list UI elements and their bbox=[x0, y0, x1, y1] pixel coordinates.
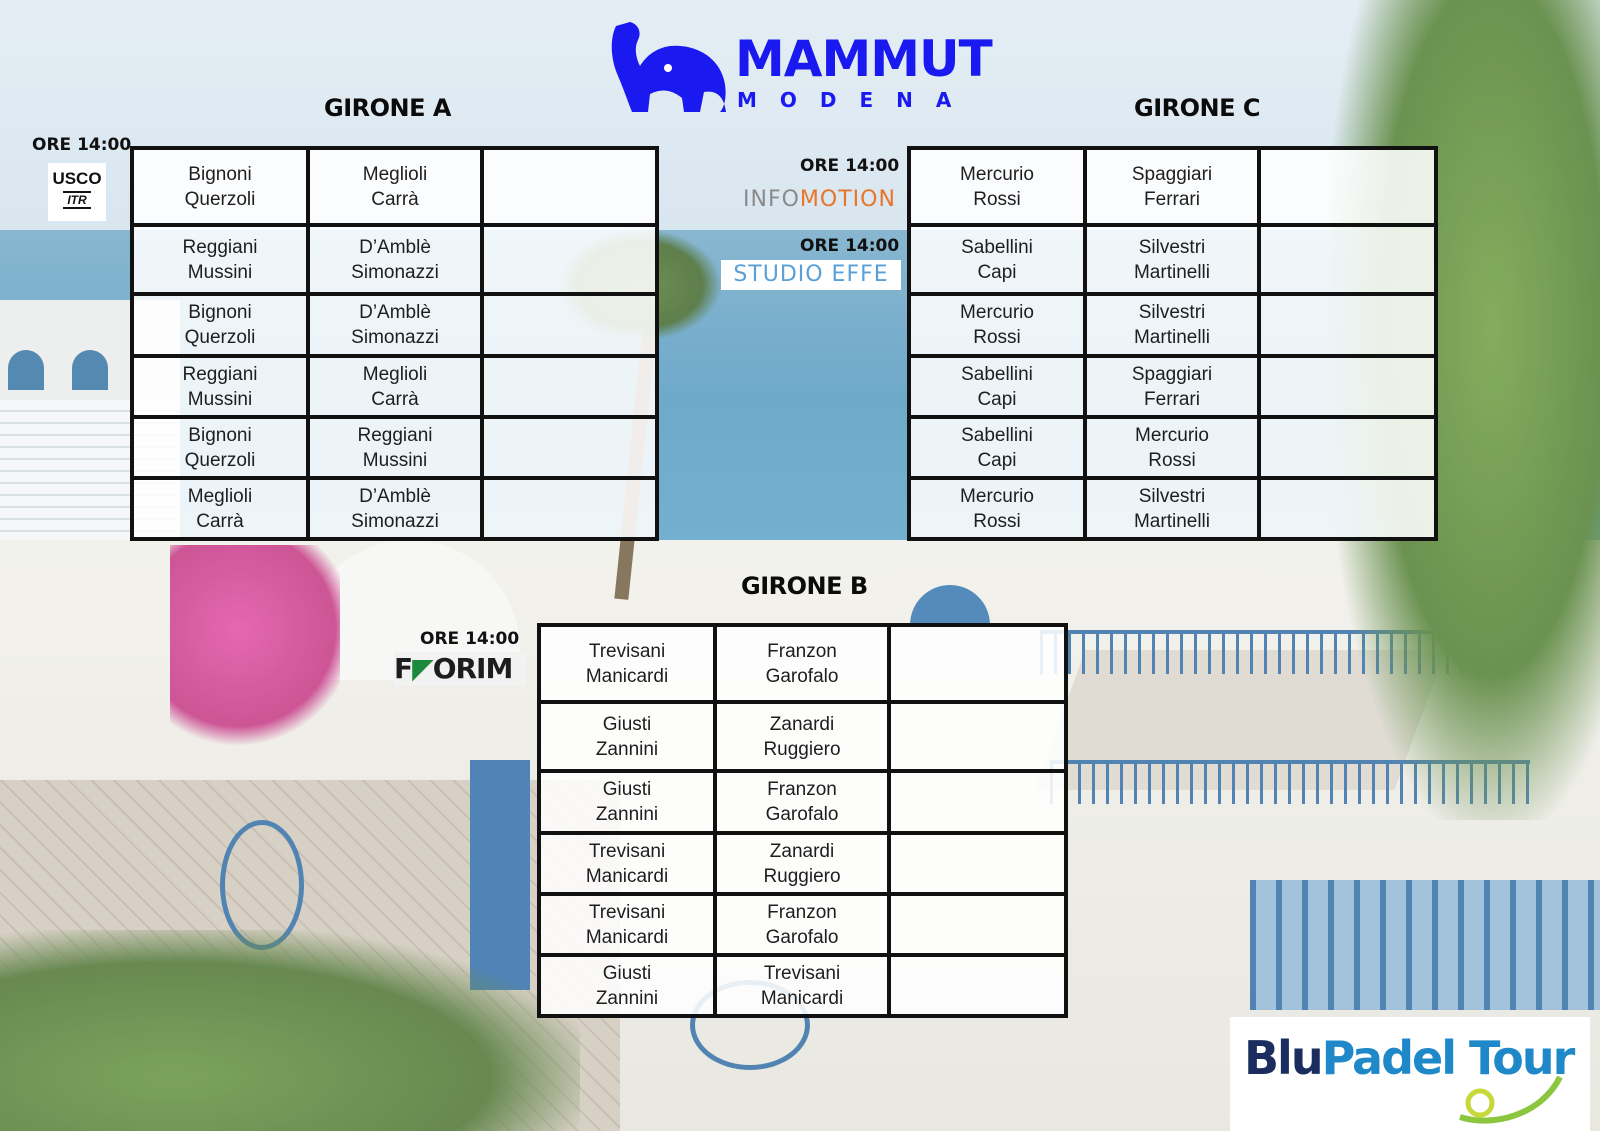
table-row bbox=[539, 955, 1066, 1016]
brand-name: MAMMUT bbox=[735, 30, 992, 88]
team-cell: Sabellini Capi bbox=[909, 225, 1085, 294]
table-row bbox=[132, 417, 657, 478]
team-cell: Trevisani Manicardi bbox=[715, 955, 889, 1016]
result-cell bbox=[1259, 478, 1436, 539]
team-cell: Sabellini Capi bbox=[909, 417, 1085, 478]
team-cell: D’Amblè Simonazzi bbox=[308, 294, 482, 356]
result-cell bbox=[1259, 148, 1436, 225]
team-cell: Giusti Zannini bbox=[539, 771, 715, 833]
team-cell: Meglioli Carrà bbox=[308, 356, 482, 417]
table-row bbox=[909, 148, 1436, 225]
team-cell: Spaggiari Ferrari bbox=[1085, 148, 1259, 225]
group-c-table bbox=[907, 146, 1438, 541]
team-cell: Mercurio Rossi bbox=[909, 478, 1085, 539]
fiorim-logo-text: ORIM bbox=[432, 652, 513, 685]
team-cell: Bignoni Querzoli bbox=[132, 148, 308, 225]
result-cell bbox=[889, 625, 1066, 702]
table-row bbox=[539, 702, 1066, 771]
leaf-icon: ◤ bbox=[412, 652, 433, 685]
table-row bbox=[132, 478, 657, 539]
team-cell: Mercurio Rossi bbox=[909, 148, 1085, 225]
infomotion-logo bbox=[743, 185, 905, 215]
result-cell bbox=[482, 294, 657, 356]
table-row bbox=[909, 478, 1436, 539]
team-cell: Giusti Zannini bbox=[539, 702, 715, 771]
team-cell: Silvestri Martinelli bbox=[1085, 294, 1259, 356]
table-row bbox=[909, 225, 1436, 294]
team-cell: Trevisani Manicardi bbox=[539, 833, 715, 894]
infomotion-logo-text: MOTION bbox=[799, 187, 896, 212]
group-a-table bbox=[130, 146, 659, 541]
team-cell: Trevisani Manicardi bbox=[539, 625, 715, 702]
team-cell: Reggiani Mussini bbox=[308, 417, 482, 478]
result-cell bbox=[482, 225, 657, 294]
result-cell bbox=[482, 356, 657, 417]
result-cell bbox=[1259, 294, 1436, 356]
team-cell: Sabellini Capi bbox=[909, 356, 1085, 417]
studio-effe-logo: STUDIO EFFE bbox=[721, 260, 901, 290]
result-cell bbox=[889, 833, 1066, 894]
team-cell: Reggiani Mussini bbox=[132, 225, 308, 294]
team-cell: Franzon Garofalo bbox=[715, 625, 889, 702]
brand-subtitle: MODENA bbox=[737, 88, 975, 112]
table-row bbox=[909, 294, 1436, 356]
result-cell bbox=[482, 478, 657, 539]
result-cell bbox=[889, 702, 1066, 771]
result-cell bbox=[1259, 356, 1436, 417]
blupadel-logo-text: Padel bbox=[1321, 1031, 1455, 1085]
table-row bbox=[909, 417, 1436, 478]
team-cell: Bignoni Querzoli bbox=[132, 294, 308, 356]
table-row bbox=[539, 625, 1066, 702]
group-a-title: GIRONE A bbox=[324, 94, 451, 122]
team-cell: Franzon Garofalo bbox=[715, 894, 889, 955]
fiorim-logo bbox=[394, 652, 526, 686]
infomotion-logo-text: INFO bbox=[743, 187, 800, 212]
team-cell: D’Amblè Simonazzi bbox=[308, 478, 482, 539]
result-cell bbox=[889, 771, 1066, 833]
team-cell: D’Amblè Simonazzi bbox=[308, 225, 482, 294]
blupadel-tour-logo bbox=[1230, 1017, 1590, 1131]
team-cell: Giusti Zannini bbox=[539, 955, 715, 1016]
group-c-title: GIRONE C bbox=[1134, 94, 1260, 122]
group-c-time-1: ORE 14:00 bbox=[800, 156, 900, 176]
result-cell bbox=[889, 955, 1066, 1016]
result-cell bbox=[1259, 417, 1436, 478]
team-cell: Spaggiari Ferrari bbox=[1085, 356, 1259, 417]
team-cell: Bignoni Querzoli bbox=[132, 417, 308, 478]
blupadel-logo-text: Tour bbox=[1469, 1031, 1574, 1085]
blupadel-logo-text: Blu bbox=[1244, 1031, 1322, 1085]
team-cell: Meglioli Carrà bbox=[308, 148, 482, 225]
result-cell bbox=[482, 148, 657, 225]
group-a-time: ORE 14:00 bbox=[32, 135, 132, 155]
table-row bbox=[539, 771, 1066, 833]
group-c-time-2: ORE 14:00 bbox=[800, 236, 900, 256]
table-row bbox=[539, 894, 1066, 955]
result-cell bbox=[482, 417, 657, 478]
table-row bbox=[132, 356, 657, 417]
table-row bbox=[909, 356, 1436, 417]
fiorim-logo-text: F bbox=[394, 652, 413, 685]
team-cell: Zanardi Ruggiero bbox=[715, 702, 889, 771]
team-cell: Trevisani Manicardi bbox=[539, 894, 715, 955]
itr-logo-text: ITR bbox=[63, 191, 90, 209]
team-cell: Silvestri Martinelli bbox=[1085, 225, 1259, 294]
result-cell bbox=[889, 894, 1066, 955]
usco-logo-text: USCO bbox=[52, 169, 102, 188]
usco-itr-logo bbox=[48, 163, 106, 221]
team-cell: Silvestri Martinelli bbox=[1085, 478, 1259, 539]
group-b-title: GIRONE B bbox=[741, 572, 868, 600]
group-b-time: ORE 14:00 bbox=[420, 629, 520, 649]
group-b-table bbox=[537, 623, 1068, 1018]
swoosh-icon bbox=[1450, 1057, 1570, 1127]
table-row bbox=[132, 225, 657, 294]
team-cell: Meglioli Carrà bbox=[132, 478, 308, 539]
team-cell: Zanardi Ruggiero bbox=[715, 833, 889, 894]
team-cell: Mercurio Rossi bbox=[909, 294, 1085, 356]
team-cell: Reggiani Mussini bbox=[132, 356, 308, 417]
table-row bbox=[539, 833, 1066, 894]
team-cell: Mercurio Rossi bbox=[1085, 417, 1259, 478]
result-cell bbox=[1259, 225, 1436, 294]
table-row bbox=[132, 148, 657, 225]
team-cell: Franzon Garofalo bbox=[715, 771, 889, 833]
table-row bbox=[132, 294, 657, 356]
